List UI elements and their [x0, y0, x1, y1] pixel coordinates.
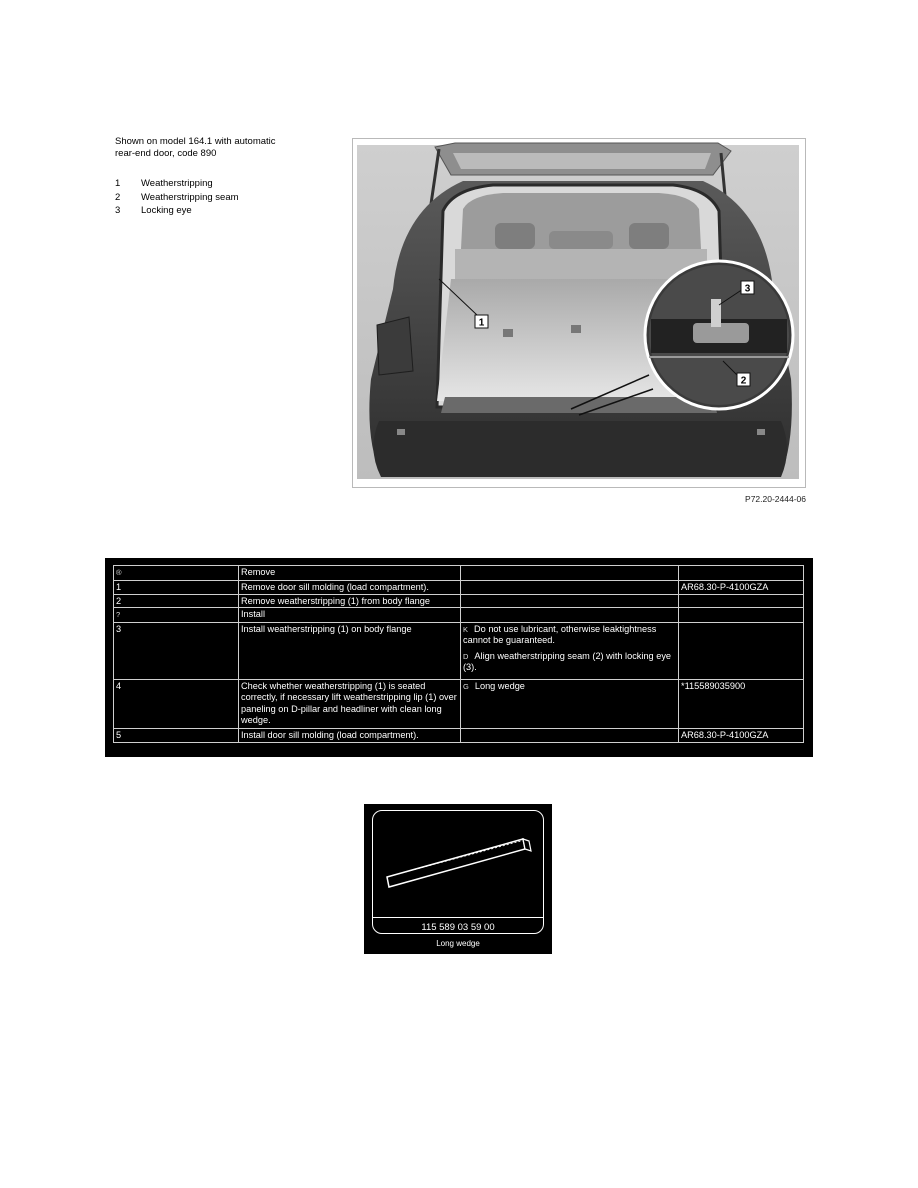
note-item	[463, 651, 676, 674]
step-cell	[114, 595, 239, 608]
note-item	[463, 681, 676, 693]
legend-label: Locking eye	[141, 205, 192, 216]
action-cell: Install	[239, 608, 461, 623]
step-cell: 1	[114, 580, 239, 595]
step-cell: 5	[114, 728, 239, 743]
step-cell	[114, 566, 239, 581]
action-cell: Remove	[239, 566, 461, 581]
tool-name: Long wedge	[436, 939, 480, 948]
note-text: Align weatherstripping seam (2) with locking eye (3).	[463, 650, 672, 672]
ref-cell: AR68.30-P-4100GZA	[679, 728, 804, 743]
action-cell: Install door sill molding (load compartment).	[239, 728, 461, 743]
procedure-table	[105, 558, 813, 757]
tool-part-number: 115 589 03 59 00	[421, 922, 495, 933]
ref-cell: *115589035900	[679, 679, 804, 728]
step-cell	[114, 608, 239, 623]
ref-cell	[679, 566, 804, 581]
figure-code: P72.20-2444-06	[745, 494, 806, 504]
step-cell: 3	[114, 622, 239, 679]
notes-cell	[461, 622, 679, 679]
notes-cell	[461, 595, 679, 608]
table-row	[114, 728, 804, 743]
ref-cell	[679, 622, 804, 679]
legend-number: 3	[115, 205, 121, 216]
step-symbol: ®	[116, 568, 122, 577]
callout-3: 3	[744, 283, 751, 295]
caption-line-1: Shown on model 164.1 with automatic	[115, 136, 276, 147]
note-text: Long wedge	[474, 680, 525, 691]
legend-item	[115, 191, 239, 205]
note-symbol: D	[463, 651, 469, 661]
tool-card	[364, 804, 552, 954]
table-row	[114, 608, 804, 623]
action-cell: Remove door sill molding (load compartment).	[239, 580, 461, 595]
legend-label: Weatherstripping seam	[141, 191, 239, 203]
action-cell: Check whether weatherstripping (1) is seated correctly, if necessary lift weatherstripping lip (1) over paneling on D-pillar and headliner with clean long wedge.	[239, 679, 461, 728]
table-row	[114, 622, 804, 679]
step-number: 2	[116, 596, 122, 606]
vehicle-drawing	[353, 139, 805, 487]
caption-line-2: rear-end door, code 890	[115, 148, 217, 159]
divider	[373, 917, 543, 918]
notes-cell	[461, 679, 679, 728]
vehicle-rear-illustration	[352, 138, 806, 488]
table-row	[114, 595, 804, 608]
note-text: Do not use lubricant, otherwise leaktightness cannot be guaranteed.	[463, 623, 657, 645]
action-cell: Install weatherstripping (1) on body flange	[239, 622, 461, 679]
ref-cell	[679, 608, 804, 623]
figure-caption	[115, 136, 315, 160]
callout-1: 1	[478, 317, 485, 329]
tool-frame	[372, 810, 544, 934]
legend-number: 1	[115, 178, 121, 189]
callout-2: 2	[740, 375, 747, 387]
action-text: Remove weatherstripping (1) from body flange	[241, 596, 430, 606]
ref-cell: AR68.30-P-4100GZA	[679, 580, 804, 595]
ref-cell	[679, 595, 804, 608]
note-item	[463, 624, 676, 647]
table-row	[114, 679, 804, 728]
legend-number: 2	[115, 191, 121, 203]
notes-cell	[461, 728, 679, 743]
legend-label: Weatherstripping	[141, 178, 213, 189]
step-symbol: ?	[116, 610, 121, 619]
notes-cell	[461, 566, 679, 581]
step-cell: 4	[114, 679, 239, 728]
legend-item	[115, 177, 239, 191]
note-symbol: G	[463, 681, 469, 691]
notes-cell	[461, 608, 679, 623]
table-row	[114, 566, 804, 581]
legend-item	[115, 204, 239, 218]
note-symbol: K	[463, 624, 469, 634]
action-cell	[239, 595, 461, 608]
table-row	[114, 580, 804, 595]
legend-list	[115, 177, 239, 218]
notes-cell	[461, 580, 679, 595]
